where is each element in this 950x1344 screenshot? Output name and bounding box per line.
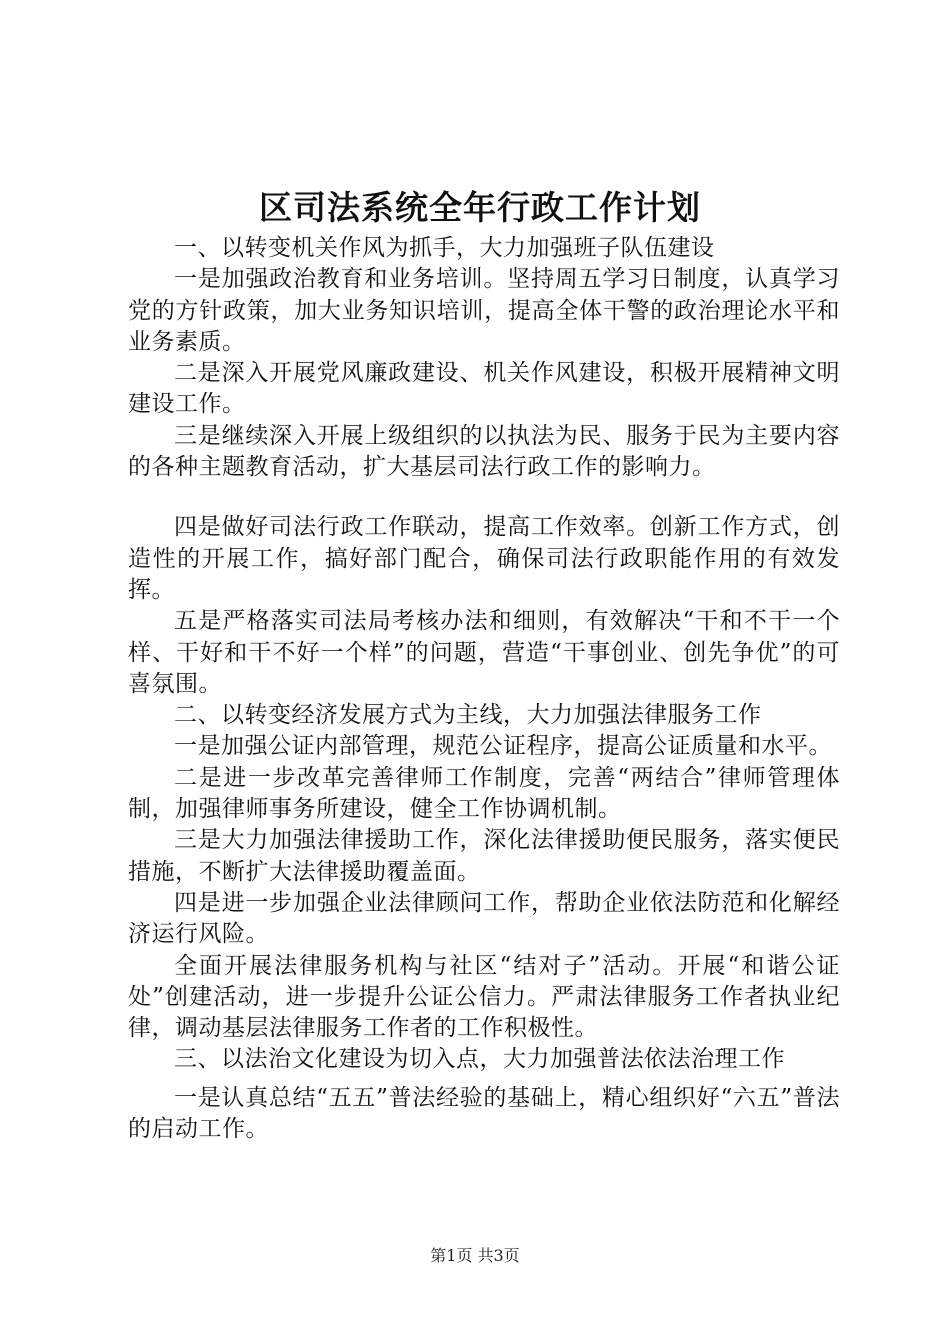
paragraph: 四是做好司法行政工作联动，提高工作效率。创新工作方式，创造性的开展工作，搞好部门配合，确保司法行政职能作用的有效发挥。 (128, 514, 840, 603)
section-heading-2: 二、以转变经济发展方式为主线，大力加强法律服务工作 (174, 702, 762, 729)
paragraph: 五是严格落实司法局考核办法和细则，有效解决“干和不干一个样、干好和干不好一个样”的问题，营造“干事创业、创先争优”的可喜氛围。 (128, 608, 840, 697)
paragraph: 一是加强政治教育和业务培训。坚持周五学习日制度，认真学习党的方针政策，加大业务知识培训，提高全体干警的政治理论水平和业务素质。 (128, 266, 840, 355)
paragraph: 一是认真总结“五五”普法经验的基础上，精心组织好“六五”普法的启动工作。 (128, 1084, 840, 1143)
document-title: 区司法系统全年行政工作计划 (259, 188, 701, 227)
page-number: 第1页 共3页 (430, 1246, 520, 1265)
paragraph: 三是大力加强法律援助工作，深化法律援助便民服务，落实便民措施，不断扩大法律援助覆盖面。 (128, 827, 840, 885)
paragraph: 全面开展法律服务机构与社区“结对子”活动。开展“和谐公证处”创建活动，进一步提升公证公信力。严肃法律服务工作者执业纪律，调动基层法律服务工作者的工作积极性。 (128, 952, 840, 1042)
section-heading-3: 三、以法治文化建设为切入点，大力加强普法依法治理工作 (174, 1046, 785, 1073)
section-heading-1: 一、以转变机关作风为抓手，大力加强班子队伍建设 (174, 235, 715, 261)
paragraph: 二是进一步改革完善律师工作制度，完善“两结合”律师管理体制，加强律师事务所建设，健全工作协调机制。 (128, 764, 840, 823)
paragraph: 一是加强公证内部管理，规范公证程序，提高公证质量和水平。 (174, 733, 832, 760)
paragraph: 二是深入开展党风廉政建设、机关作风建设，积极开展精神文明建设工作。 (128, 360, 840, 418)
paragraph: 三是继续深入开展上级组织的以执法为民、服务于民为主要内容的各种主题教育活动，扩大基层司法行政工作的影响力。 (128, 422, 840, 481)
document-body (128, 233, 840, 1145)
paragraph: 四是进一步加强企业法律顾问工作，帮助企业依法防范和化解经济运行风险。 (128, 889, 840, 948)
